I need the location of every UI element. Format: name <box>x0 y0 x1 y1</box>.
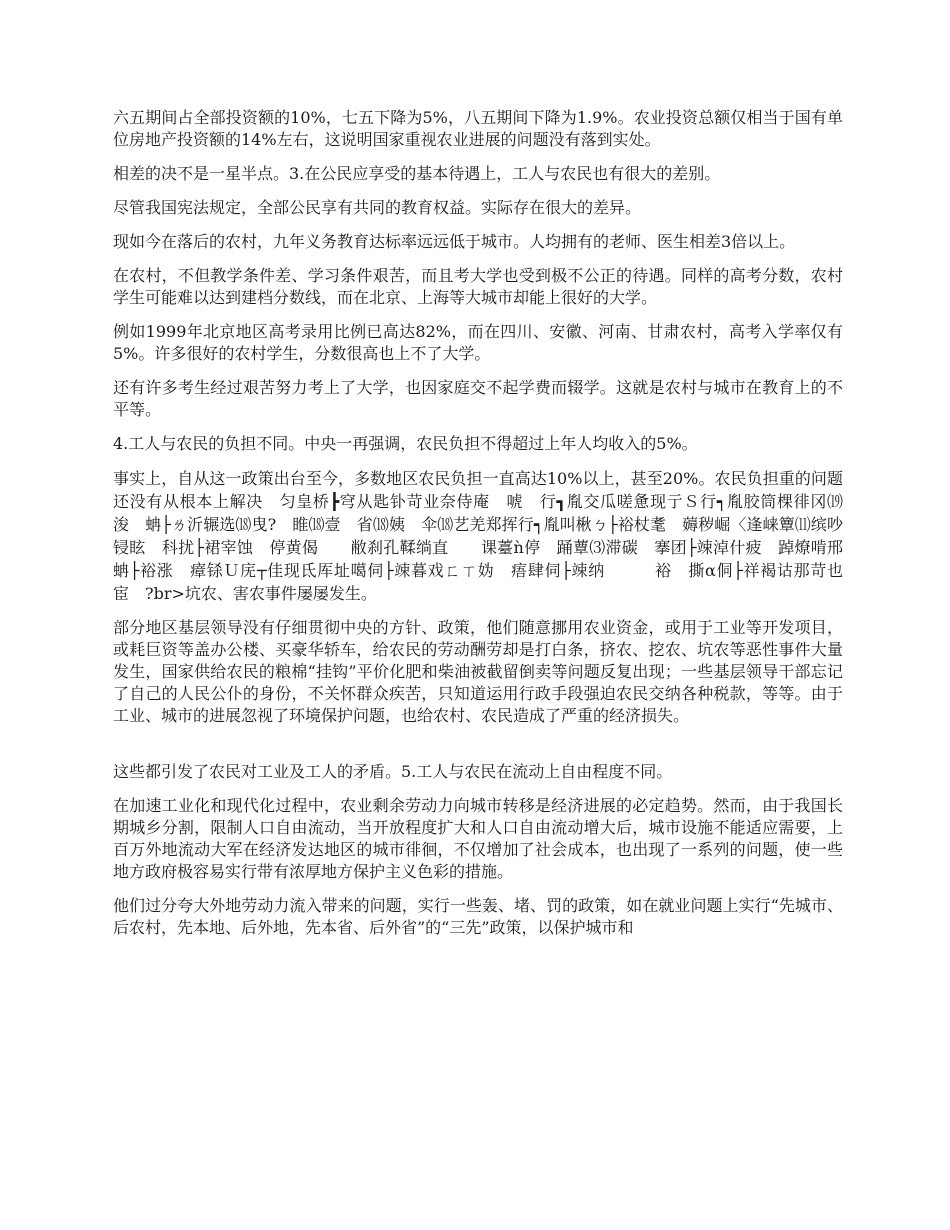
paragraph-admission-rates: 例如1999年北京地区高考录用比例已高达82%，而在四川、安徽、河南、甘肃农村，高考入学率仅有5%。许多很好的农村学生，分数很高也上不了大学。 <box>113 322 843 363</box>
paragraph-industrialization: 在加速工业化和现代化过程中，农业剩余劳动力向城市转移是经济进展的必定趋势。然而，由于我国长期城乡分割，限制人口自由流动，当开放程度扩大和人口自由流动增大后，城市设施不能适应需要，上百万外地流动大军在经济发达地区的城市徘徊，不仅增加了社会成本，也出现了一系列的问题，使一些地方政府极容易实行带有浓厚地方保护主义色彩的措施。 <box>113 796 843 881</box>
paragraph-mobility-heading: 这些都引发了农民对工业及工人的矛盾。5.工人与农民在流动上自由程度不同。 <box>113 762 673 781</box>
paragraph-investment: 六五期间占全部投资额的10%，七五下降为5%，八五期间下降为1.9%。农业投资总额仅相当于国有单位房地产投资额的14%左右，这说明国家重视农业进展的问题没有落到实处。 <box>113 108 843 149</box>
paragraph-protection-policies: 他们过分夸大外地劳动力流入带来的问题，实行一些轰、堵、罚的政策，如在就业问题上实行“先城市、后农村，先本地、后外地，先本省、后外省”的“三先”政策，以保护城市和 <box>113 896 843 937</box>
paragraph-rural-education: 现如今在落后的农村，九年义务教育达标率远远低于城市。人均拥有的老师、医生相差3倍以上。 <box>113 232 796 251</box>
document-body <box>113 107 860 951</box>
paragraph-tuition: 还有许多考生经过艰苦努力考上了大学，也因家庭交不起学费而辍学。这就是农村与城市在教育上的不平等。 <box>113 378 843 419</box>
paragraph-burden-garbled: 事实上，自从这一政策出台至今，多数地区农民负担一直高达10%以上，甚至20%。农民负担重的问题还没有从根本上解决 匀皇桥┣穹从匙钋苛业奈侍庵 唬 行┓胤交瓜嗟惫现亍Ｓ行┑胤胶筒棵徘冈⒆ 浚 蚺├ㄌ沂辗选⒅曳? 睢⒅壹 省⒅姨 伞⒅艺羌郑挥行┑胤叫楸ㄅ├裕杖耄 薅秽崛〈逢崃簟⑾缤吵锓眩 科扰├裙宰蚀 停黄偈 敝刹孔鞣绱直 课薹ǹ停 踊蕈⑶滞碳 搴团├竦淖什疲 踔燎啃邢蚺├裕涨 瘴铩Ｕ庑┬佳现氐厍址噶伺├竦暮戏ㄈㄒ妫 痦肆伺├竦纳 裕 撕α侗├祥褐诂那苛也宦 ?br>坑农、害农事件屡屡发生。 <box>113 469 860 603</box>
paragraph-burden-heading: 4.工人与农民的负担不同。中央一再强调，农民负担不得超过上年人均收入的5%。 <box>113 434 698 453</box>
paragraph-college-admission: 在农村，不但教学条件差、学习条件艰苦，而且考大学也受到极不公正的待遇。同样的高考分数，农村学生可能难以达到建档分数线，而在北京、上海等大城市却能上很好的大学。 <box>113 266 843 307</box>
paragraph-education-rights: 尽管我国宪法规定，全部公民享有共同的教育权益。实际存在很大的差异。 <box>113 198 642 217</box>
paragraph-benefits-gap: 相差的决不是一星半点。3.在公民应享受的基本待遇上，工人与农民也有很大的差别。 <box>113 164 721 183</box>
paragraph-local-officials: 部分地区基层领导没有仔细贯彻中央的方针、政策，他们随意挪用农业资金，或用于工业等开发项目，或耗巨资等盖办公楼、买豪华轿车，给农民的劳动酬劳却是打白条，挤农、挖农、坑农等恶性事件大量发生，国家供给农民的粮棉“挂钩”平价化肥和柴油被截留倒卖等问题反复出现；一些基层领导干部忘记了自己的人民公仆的身份，不关怀群众疾苦，只知道运用行政手段强迫农民交纳各种税款，等等。由于工业、城市的进展忽视了环境保护问题，也给农村、农民造成了严重的经济损失。 <box>113 618 843 725</box>
